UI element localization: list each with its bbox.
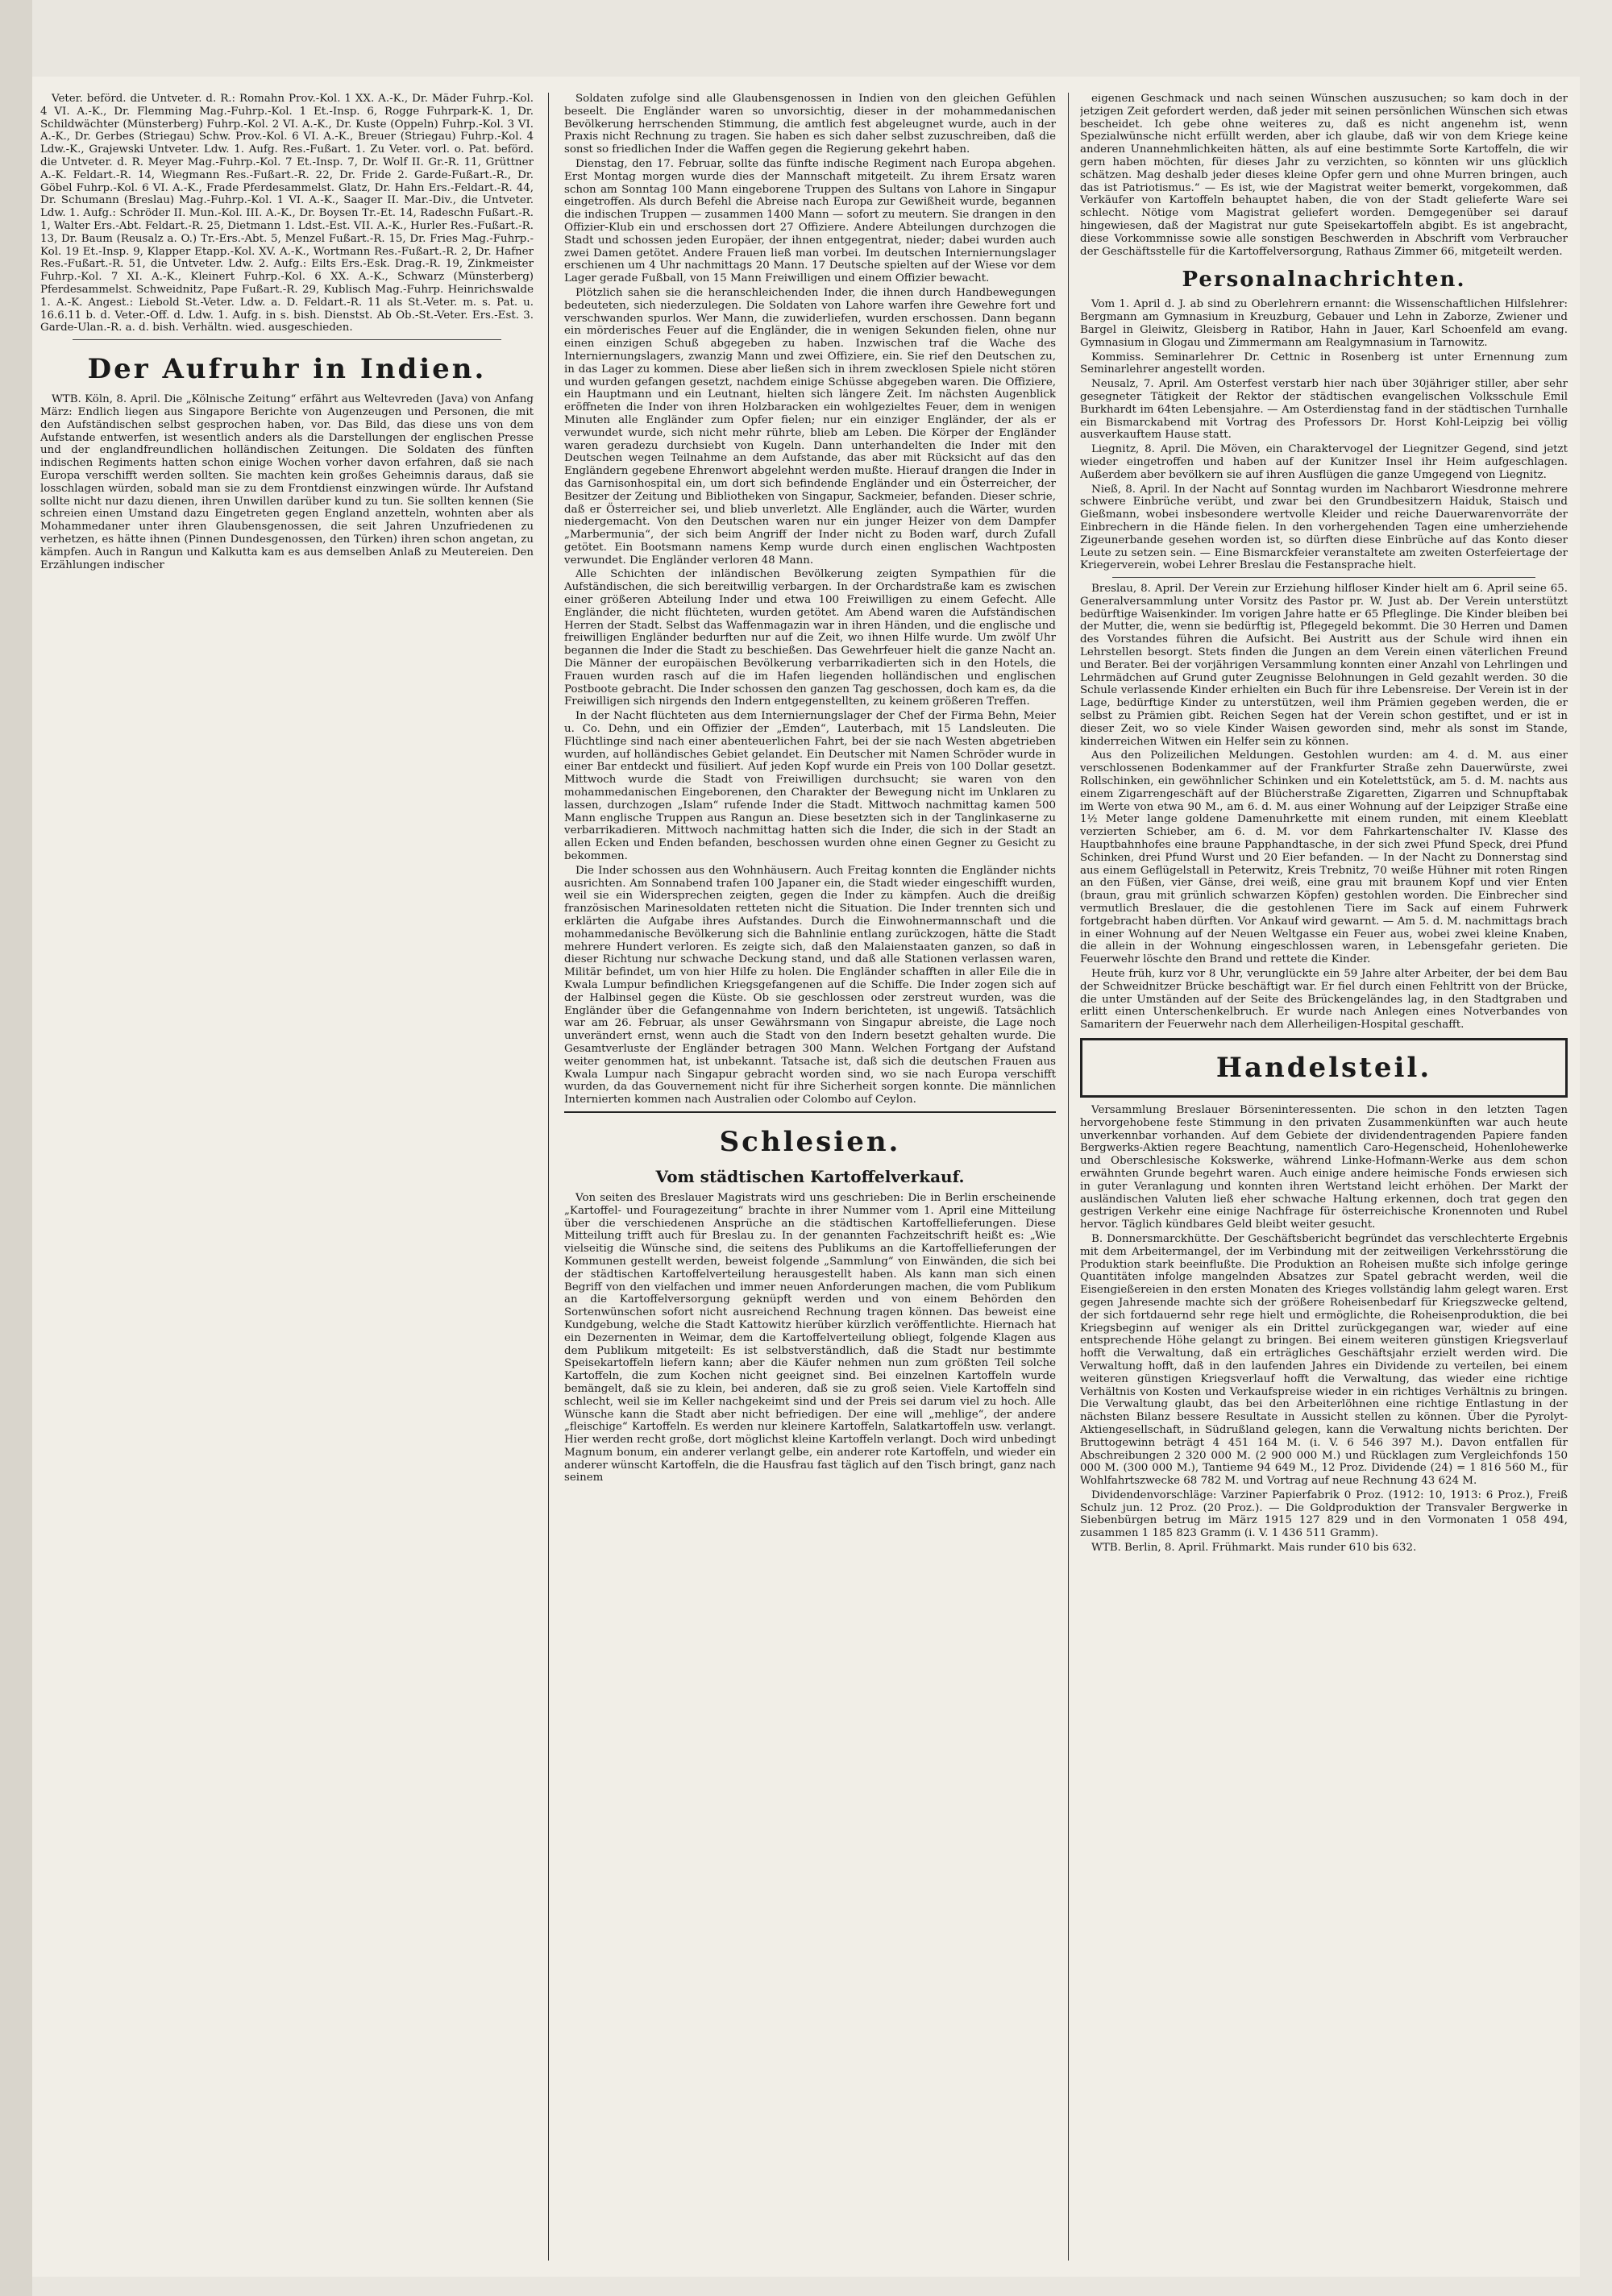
scan-edge [0,0,32,2296]
trade-paragraph: Dividendenvorschläge: Varziner Papierfabrik 0 Proz. (1912: 10, 1913: 6 Proz.), Freiß Schulz jun. 12 Proz. (20 Proz.). — Die Goldproduktion der Transvaler Bergwerke in Siebenbürgen betrug im März 1915 127 829 und in den Vormonaten 1 058 494, zusammen 1 185 823 Gramm (i. V. 1 436 511 Gramm). [1080,1488,1568,1540]
uprising-paragraph: Alle Schichten der inländischen Bevölkerung zeigten Sympathien für die Aufständischen, die sich bereitwillig verbargen. In der Orchardstraße kam es zwischen einer größeren Abteilung Inder und etwa 100 Freiwilligen zu einem Gefecht. Alle Engländer, die nicht flüchteten, wurden getötet. Am Abend waren die Aufständischen Herren der Stadt. Selbst das Waffenmagazin war in ihren Händen, und die englische und freiwilligen Engländer bedurften nur auf die Zeit, wo ihnen Hilfe wurde. Um zwölf Uhr begannen die Inder die Stadt zu beschießen. Das Gewehrfeuer hielt die ganze Nacht an. Die Männer der europäischen Bevölkerung verbarrikadierten sich in den Hotels, die Frauen wurden rasch auf die im Hafen liegenden holländischen und englischen Postboote gebracht. Die Inder schossen den ganzen Tag geschossen, doch kam es, da die Freiwilligen sich nirgends den Indern entgegenstellten, zu keinem größeren Treffen. [564,568,1056,708]
personal-paragraph: Vom 1. April d. J. ab sind zu Oberlehrern ernannt: die Wissenschaftlichen Hilfslehrer: Bergmann am Gymnasium in Kreuzburg, Gebauer und Lehn in Zaborze, Zwiener und Bargel in Gleiwitz, Gleisberg in Ratibor, Hahn in Jauer, Karl Schoenfeld am evang. Gymnasium in Glogau und Zimmermann am Realgymnasium in Tarnowitz. [1080,298,1568,349]
uprising-paragraph: Plötzlich sahen sie die heranschleichenden Inder, die ihnen durch Handbewegungen bedeuteten, sich niederzulegen. Die Soldaten von Lahore warfen ihre Gewehre fort und verschwanden spurlos. Wer Mann, die zuwiderliefen, wurden erschossen. Dann begann ein mörderisches Feuer auf die Engländer, die in wenigen Sekunden fielen, ohne nur einen einzigen Schuß abgegeben zu haben. Inzwischen traf die Wache des Interniernungslagers, zwanzig Mann und zwei Offiziere, ein. Sie rief den Deutschen zu, in das Lager zu kommen. Diese aber ließen sich in ihrem zwecklosen Spiele nicht stören und wurden gefangen gesetzt, nachdem einige Schüsse abgegeben waren. Die Offiziere, ein Hauptmann und ein Leutnant, hielten sich längere Zeit. Im nächsten Augenblick eröffneten die Inder von ihren Holzbaracken ein wohlgezieltes Feuer, dem in wenigen Minuten alle Engländer zum Opfer fielen; nur ein einziger Engländer, der als er verwundet wurde, sich nicht mehr rührte, blieb am Leben. Die Körper der Engländer waren geradezu durchsiebt von Kugeln. Dann unterhandelten die Inder mit den Deutschen wegen Teilnahme an dem Aufstande, das aber mit Rücksicht auf das den Engländern gegebene Ehrenwort abgelehnt werden mußte. Hierauf drangen die Inder in das Garnisonhospital ein, um dort sich befindende Engländer und ein Österreicher, der Besitzer der Zeitung und Bibliotheken von Singapur, Sackmeier, befanden. Dieser schrie, daß er Österreicher sei, und blieb unverletzt. Alle Engländer, auch die Wärter, wurden niedergemacht. Von den Deutschen waren nur ein junger Heizer von dem Dampfer „Marbermunia“, der sich beim Angriff der Inder nicht zu Boden warf, durch Zufall getötet. Ein Bootsmann namens Kemp wurde durch einen englischen Wachtposten verwundet. Die Engländer verloren 48 Mann. [564,286,1056,567]
personal-paragraph: Nieß, 8. April. In der Nacht auf Sonntag wurden im Nachbarort Wiesdronne mehrere schwere Einbrüche verübt, und zwar bei den Grundbesitzern Haiduk, Staisch und Gießmann, wobei insbesondere wertvolle Kleider und reiche Dauerwarenvorräte der Einbrechern in die Hände fielen. In den vorhergehenden Tagen eine umherziehende Zigeunerbande gesehen worden ist, so dürften diese Einbrüche auf das Konto dieser Leute zu setzen sein. — Eine Bismarckfeier veranstaltete am zweiten Osterfeiertage der Kriegerverein, wobei Lehrer Breslau die Festansprache hielt. [1080,483,1568,572]
column-right [1080,93,1568,2269]
column-middle [564,93,1056,2269]
uprising-paragraph: Dienstag, den 17. Februar, sollte das fünfte indische Regiment nach Europa abgehen. Erst Montag morgen wurde dies der Mannschaft mitgeteilt. Zu ihrem Ersatz waren schon am Sonntag 100 Mann eingeborene Truppen des Sultans von Lahore in Singapur eingetroffen. Als durch Befehl die Abreise nach Europa zur Gewißheit wurde, begannen die indischen Truppen — zusammen 1400 Mann — sofort zu meutern. Sie drangen in den Offizier-Klub ein und erschossen dort 27 Offiziere. Andere Abteilungen durchzogen die Stadt und schossen jeden Europäer, der ihnen entgegentrat, nieder; dabei wurden auch zwei Damen getötet. Andere Frauen ließ man vorbei. Im deutschen Interniernungslager erschienen um 4 Uhr nachmittags 20 Mann. 17 Deutsche spielten auf der Wiese vor dem Lager gerade Fußball, von 15 Mann Freiwilligen und einem Offizier bewacht. [564,157,1056,285]
section-divider [1112,577,1535,578]
uprising-paragraph: Die Inder schossen aus den Wohnhäusern. Auch Freitag konnten die Engländer nichts ausrichten. Am Sonnabend trafen 100 Japaner ein, die Stadt wieder eingeschifft wurden, weil sie ein Widersprechen zeigten, gegen die Inder zu kämpfen. Auch die dreißig französischen Marinesoldaten retteten nicht die Situation. Die Inder trennten sich und erklärten die Aufgabe ihres Aufstandes. Durch die Einwohnermannschaft und die mohammedanische Bevölkerung sich die Bahnlinie entlang zurückzogen, hätte die Stadt mehrere Hundert verloren. Es zeigte sich, daß den Malaienstaaten ganzen, so daß in dieser Richtung nur schwache Deckung stand, und daß alle Stationen verlassen waren, Militär befindet, um von hier Hilfe zu holen. Die Engländer schafften in aller Eile die in Kwala Lumpur befindlichen Kriegsgefangenen auf die Schiffe. Die Inder zogen sich auf der Halbinsel gegen die Küste. Ob sie geschlossen oder zerstreut wurden, was die Engländer über die Gefangennahme von Indern berichteten, ist ungewiß. Tatsächlich war am 26. Februar, als unser Gewährsmann von Singapur abreiste, die Lage noch unverändert ernst, wenn auch die Stadt von den Indern besetzt gehalten wurde. Die Gesamtverluste der Engländer betragen 300 Mann. Welchen Fortgang der Aufstand weiter genommen hat, ist unbekannt. Tatsache ist, daß sich die deutschen Frauen aus Kwala Lumpur nach Singapur gebracht worden sind, wo sie nach Europa verschifft wurden, da das Gouvernement nicht für ihre Sicherheit sorgen konnte. Die männlichen Internierten kommen nach Australien oder Colombo auf Ceylon. [564,864,1056,1106]
heading-trade: Handelsteil. [1215,1051,1432,1084]
uprising-paragraph: WTB. Köln, 8. April. Die „Kölnische Zeitung“ erfährt aus Weltevreden (Java) von Anfang März: Endlich liegen aus Singapore Berichte von Augenzeugen und Personen, die mit den Aufständischen selbst gesprochen haben, vor. Das Bild, das diese uns von dem Aufstande entwerfen, ist wesentlich anders als die Darstellungen der englischen Presse und der englandfreundlichen holländischen Zeitungen. Die Soldaten des fünften indischen Regiments hatten schon einige Wochen vorher davon erfahren, daß sie nach Europa verschifft werden sollten. Sie machten kein großes Geheimnis daraus, daß sie losschlagen würden, sobald man sie zu dem Frontdienst einzwingen würde. Ihr Aufstand sollte nicht nur dazu dienen, ihren Unwillen darüber kund zu tun. Sie sollten kennen (Sie schreien einen Umstand dazu Eingetreten gegen England anzetteln, wohnten aber als Mohammedaner unter ihren Glaubensgenossen, die seit Jahren Unzufriedenen zu verhetzen, es hätte ihnen (Pinnen Dundesgenossen, den Türken) ihren schon angetan, zu kämpfen. Auch in Rangun und Kalkutta kam es aus demselben Anlaß zu Meutereien. Den Erzählungen indischer [40,393,534,571]
subheading-potato-sale: Vom städtischen Kartoffelverkauf. [655,1166,965,1186]
uprising-paragraph: In der Nacht flüchteten aus dem Interniernungslager der Chef der Firma Behn, Meier u. Co. Dehn, und ein Offizier der „Emden“, Lauterbach, mit 15 Landsleuten. Die Flüchtlinge sind nach einer abenteuerlichen Fahrt, bei der sie nach Westen abgetrieben wurden, auf holländisches Gebiet gelandet. Ein Deutscher mit Namen Schröder wurde in einer Bar entdeckt und füsiliert. Auf jeden Kopf wurde ein Preis von 100 Dollar gesetzt. Mittwoch wurde die Stadt von Freiwilligen durchsucht; sie waren von den mohammedanischen Eingeborenen, den Charakter der Bewegung nicht im Unklaren zu lassen, durchzogen „Islam“ rufende Inder die Stadt. Mittwoch nachmittag kamen 500 Mann englische Truppen aus Rangun an. Diese besetzten sich in der Tanglinkaserne zu verbarrikadieren. Mittwoch nachmittag hatten sich die Inder, die sich in der Stadt an allen Ecken und Enden befanden, beschossen wurden ohne einen Gegner zu Gesicht zu bekommen. [564,710,1056,863]
personal-paragraph: Kommiss. Seminarlehrer Dr. Cettnic in Rosenberg ist unter Ernennung zum Seminarlehrer angestellt worden. [1080,351,1568,376]
section-divider [564,1111,1056,1113]
heading-silesia: Schlesien. [719,1125,901,1158]
potato-continuation-paragraph: eigenen Geschmack und nach seinen Wünschen auszusuchen; so kam doch in der jetzigen Zeit gefordert werden, daß jeder mit seinen persönlichen Wünschen sich etwas bescheidet. Ich gebe ohne weiteres zu, daß es nicht angenehm ist, wenn Spezialwünsche nicht erfüllt werden, aber ich glaube, daß wir von dem Kriege keine anderen Unannehmlichkeiten hätten, als auf eine bestimmte Sorte Kartoffeln, die wir gern haben möchten, für dieses Jahr zu verzichten, so könnten wir uns glücklich schätzen. Mag deshalb jeder dieses kleine Opfer gern und ohne Murren bringen, auch das ist Patriotismus.“ — Es ist, wie der Magistrat weiter bemerkt, vorgekommen, daß Verkäufer von Kartoffeln behauptet haben, die von der Stadt gelieferte Ware sei schlecht. Nötige vom Magistrat geliefert worden. Demgegenüber sei darauf hingewiesen, daß der Magistrat nur gute Speisekartoffeln abgibt. Es ist angebracht, diese Vorkommnisse sowie alle sonstigen Beschwerden in Abschrift vom Verbraucher der Geschäftsstelle für die Kartoffelversorgung, Rathaus Zimmer 66, mitgeteilt werden. [1080,93,1568,258]
heading-personal-news: Personalnachrichten. [1182,268,1466,293]
heading-uprising: Der Aufruhr in Indien. [87,353,487,386]
local-news-paragraph: Aus den Polizeilichen Meldungen. Gestohlen wurden: am 4. d. M. aus einer verschlossenen Bodenkammer auf der Frankfurter Straße zehn Dauerwürste, zwei Rollschinken, ein gewöhnlicher Schinken und ein Kotelettstück, am 5. d. M. nachts aus einem Zigarrengeschäft auf der Blücherstraße Zigaretten, Zigarren und Schnupftabak im Werte von etwa 90 M., am 6. d. M. aus einer Wohnung auf der Leipziger Straße eine 1½ Meter lange goldene Damenuhrkette mit einem runden, mit einem Kleeblatt verzierten Schieber, am 6. d. M. vor dem Fahrkartenschalter IV. Klasse des Hauptbahnhofes eine braune Papphandtasche, in der sich zwei Pfund Speck, drei Pfund Schinken, drei Pfund Wurst und 20 Eier befanden. — In der Nacht zu Donnerstag sind aus einem Geflügelstall in Peterwitz, Kreis Trebnitz, 70 weiße Hühner mit roten Ringen an den Füßen, vier Gänse, drei weiß, eine grau mit braunem Kopf und vier Enten (braun, grau mit grünlich schwarzen Köpfen) gestohlen worden. Die Einbrecher sind vermutlich Breslauer, die die gestohlenen Tiere im Sack auf einem Fuhrwerk fortgebracht haben dürften. Vor Ankauf wird gewarnt. — Am 5. d. M. nachmittags brach in einer Wohnung auf der Neuen Weltgasse ein Feuer aus, wobei zwei kleine Knaben, die allein in der Wohnung eingeschlossen waren, in Lebensgefahr gerieten. Die Feuerwehr löschte den Brand und rettete die Kinder. [1080,749,1568,966]
uprising-paragraph: Soldaten zufolge sind alle Glaubensgenossen in Indien von den gleichen Gefühlen beseelt. Die Engländer waren so unvorsichtig, dieser in der mohammedanischen Bevölkerung herrschenden Stimmung, die amtlich fest abgeleugnet wurde, auch in der Praxis nicht Rechnung zu tragen. Sie haben es sich daher selbst zuzuschreiben, daß die sonst so friedlichen Inder die Waffen gegen die Regierung gekehrt haben. [564,93,1056,156]
column-rule [1068,93,1069,2261]
trade-paragraph: WTB. Berlin, 8. April. Frühmarkt. Mais runder 610 bis 632. [1091,1542,1417,1555]
trade-paragraph: Versammlung Breslauer Börseninteressenten. Die schon in den letzten Tagen hervorgehobene feste Stimmung in den privaten Zusammenkünften war auch heute unverkennbar vorhanden. Auf dem Gebiete der dividendentragenden Papiere fanden Bergwerks-Aktien regere Beachtung, namentlich Caro-Hegenscheid, Hohenlohewerke und Oberschlesische Kokswerke, während Linke-Hofmann-Werke aus dem schon erwähnten Grunde begehrt waren. Auch einige andere heimische Fonds erwiesen sich in guter Veranlagung und konnten ihren Wertstand leicht erhöhen. Der Markt der ausländischen Valuten ließ eher schwache Haltung erkennen, doch trat gegen den gestrigen Verkehr eine einige Nachfrage für österreichische Kronennoten und Rubel hervor. Täglich kündbares Geld bleibt weiter gesucht. [1080,1103,1568,1231]
personal-paragraph: Liegnitz, 8. April. Die Möven, ein Charaktervogel der Liegnitzer Gegend, sind jetzt wieder eingetroffen und haben auf der Kunitzer Insel ihr Heim aufgeschlagen. Außerdem aber bevölkern sie auf ihren Ausflügen die ganze Umgegend von Liegnitz. [1080,443,1568,481]
military-list-paragraph: Veter. beförd. die Untveter. d. R.: Romahn Prov.-Kol. 1 XX. A.-K., Dr. Mäder Fuhrp.-Kol. 4 VI. A.-K., Dr. Flemming Mag.-Fuhrp.-Kol. 1 Et.-Insp. 6, Rogge Fuhrpark-K. 1, Dr. Schildwächter (Münsterberg) Fuhrp.-Kol. 2 VI. A.-K., Dr. Kuste (Oppeln) Fuhrp.-Kol. 3 VI. A.-K., Dr. Gerbes (Striegau) Schw. Prov.-Kol. 6 VI. A.-K., Breuer (Striegau) Fuhrp.-Kol. 4 Ldw.-K., Grajewski Untveter. Ldw. 1. Aufg. Res.-Fußart. 1. Zu Veter. vorl. o. Pat. beförd. die Untveter. d. R. Meyer Mag.-Fuhrp.-Kol. 7 Et.-Insp. 7, Dr. Wolf II. Gr.-R. 11, Grüttner A.-K. Feldart.-R. 14, Wiegmann Res.-Fußart.-R. 22, Dr. Fride 2. Garde-Fußart.-R., Dr. Göbel Fuhrp.-Kol. 6 VI. A.-K., Frade Pferdesammelst. Glatz, Dr. Hahn Ers.-Feldart.-R. 44, Dr. Schumann (Breslau) Mag.-Fuhrp.-Kol. 1 VI. A.-K., Saager II. Mar.-Div., die Untveter. Ldw. 1. Aufg.: Schröder II. Mun.-Kol. III. A.-K., Dr. Boysen Tr.-Et. 14, Radeschn Fußart.-R. 1, Walter Ers.-Abt. Feldart.-R. 25, Dietmann 1. Ldst.-Est. VII. A.-K., Hurler Res.-Fußart.-R. 13, Dr. Baum (Reusalz a. O.) Tr.-Ers.-Abt. 5, Menzel Fußart.-R. 15, Dr. Fries Mag.-Fuhrp.-Kol. 19 Et.-Insp. 9, Klapper Etapp.-Kol. XV. A.-K., Wortmann Res.-Fußart.-R. 2, Dr. Hafner Res.-Fußart.-R. 51, die Untveter. Ldw. 2. Aufg.: Eilts Ers.-Esk. Drag.-R. 19, Zinkmeister Fuhrp.-Kol. 7 XI. A.-K., Kleinert Fuhrp.-Kol. 6 XX. A.-K., Schwarz (Münsterberg) Pferdesammelst. Schweidnitz, Pape Fußart.-R. 29, Kublisch Mag.-Fuhrp. Heinrichswalde 1. A.-K. Angest.: Liebold St.-Veter. Ldw. a. D. Feldart.-R. 11 als St.-Veter. m. s. Pat. u. 16.6.11 b. d. Veter.-Off. d. Ldw. 1. Aufg. in s. bish. Dienstst. Ab Ob.-St.-Veter. Ers.-Est. 3. Garde-Ulan.-R. a. d. bish. Verhältn. wied. ausgeschieden. [40,93,534,334]
newspaper-page [32,77,1580,2277]
trade-section-box [1080,1038,1568,1098]
column-left [40,93,534,2269]
trade-paragraph: B. Donnersmarckhütte. Der Geschäftsbericht begründet das verschlechterte Ergebnis mit dem Arbeitermangel, der im Verbindung mit der zeitweiligen Verkehrsstörung die Produktion stark beeinflußte. Die Produktion an Roheisen mußte sich infolge geringe Quantitäten infolge mangelnden Absatzes zur Spatel gebracht werden, weil die Eisengießereien in den ersten Monaten des Krieges vollständig lahm gelegt waren. Erst gegen Jahresende machte sich der größere Roheisenbedarf für Kriegszwecke geltend, der sich fortdauernd sehr rege hielt und ermöglichte, die Roheisenproduktion, die bei Kriegsbeginn auf weniger als ein Drittel zurückgegangen war, wieder auf eine entsprechende Höhe gelangt zu bringen. Bei einem weiteren günstigen Kriegsverlauf hofft die Verwaltung, daß ein erträgliches Geschäftsjahr erzielt werden wird. Die Verwaltung hofft, daß in den laufenden Jahres ein Dividende zu verteilen, bei einem weiteren günstigen Kriegsverlauf hofft die Verwaltung, das wieder eine richtige Verhältnis von Kosten und Verkaufspreise wieder in ein richtiges Verhältnis zu bringen. Die Verwaltung glaubt, das bei den Arbeiterlöhnen eine richtige Entlastung in der nächsten Bilanz bessere Resultate in Aussicht stellen zu können. Über die Pyrolyt-Aktiengesellschaft, in Südrußland gelegen, kann die Verwaltung nichts berichten. Der Bruttogewinn beträgt 4 451 164 M. (i. V. 6 546 397 M.). Davon entfallen für Abschreibungen 2 320 000 M. (2 900 000 M.) und Rücklagen zum Vergleichfonds 150 000 M. (300 000 M.), Tantieme 94 649 M., 12 Proz. Dividende (24) = 1 816 560 M., für Wohlfahrtszwecke 68 782 M. und Vortrag auf neue Rechnung 43 624 M. [1080,1232,1568,1488]
section-divider [73,339,501,340]
local-news-paragraph: Heute früh, kurz vor 8 Uhr, verunglückte ein 59 Jahre alter Arbeiter, der bei dem Bau der Schweidnitzer Brücke beschäftigt war. Er fiel durch einen Fehltritt von der Brücke, die unter Umständen auf der Seite des Brückengeländes lag, in den Stadtgraben und erlitt einen Unterschenkelbruch. Er wurde nach Anlegen eines Notverbandes von Samaritern der Feuerwehr nach dem Allerheiligen-Hospital geschafft. [1080,968,1568,1032]
local-news-paragraph: Breslau, 8. April. Der Verein zur Erziehung hilfloser Kinder hielt am 6. April seine 65. Generalversammlung unter Vorsitz des Pastor pr. W. Just ab. Der Verein unterstützt bedürftige Waisenkinder. Im vorigen Jahre hatte er 65 Pfleglinge. Die Kinder bleiben bei der Mutter, die, wenn sie bedürftig ist, Pflegegeld bekommt. Die 30 Herren und Damen des Vorstandes führen die Aufsicht. Bei Austritt aus der Schule wird ihnen ein Lehrstellen besorgt. Stets finden die Jungen an dem Verein einen väterlichen Freund und Berater. Bei der vorjährigen Versammlung konnten einer Anzahl von Lehrlingen und Lehrmädchen auf Grund guter Zeugnisse Belohnungen in Geld gezahlt werden. 30 die Schule verlassende Kinder erhielten ein Buch für ihre Lebensreise. Der Verein ist in der Lage, bedürftige Kinder zu unterstützen, weil ihm Prämien gegeben werden, die er selbst zu Prämien gibt. Reichen Segen hat der Verein schon gestiftet, und er ist in dieser Zeit, wo so viele Kinder Waisen geworden sind, mehr als sonst im Stande, kinderreichen Witwen ein Helfer sein zu können. [1080,583,1568,748]
column-rule [548,93,549,2261]
personal-paragraph: Neusalz, 7. April. Am Osterfest verstarb hier nach über 30jähriger stiller, aber sehr gesegneter Tätigkeit der Rektor der städtischen evangelischen Volksschule Emil Burkhardt im 64ten Lebensjahre. — Am Osterdienstag fand in der städtischen Turnhalle ein Bismarckabend mit Vortrag des Professors Dr. Horst Kohl-Leipzig bei völlig ausverkauftem Hause statt. [1080,378,1568,442]
potato-paragraph: Von seiten des Breslauer Magistrats wird uns geschrieben: Die in Berlin erscheinende „Kartoffel- und Fouragezeitung“ brachte in ihrer Nummer vom 1. April eine Mitteilung über die verschiedenen Ansprüche an die städtischen Kartoffellieferungen. Diese Mitteilung trifft auch für Breslau zu. In der genannten Fachzeitschrift heißt es: „Wie vielseitig die Wünsche sind, die seitens des Publikums an die Kartoffellieferungen der Kommunen gestellt werden, beweist folgende „Sammlung“ von Einwänden, die sich bei der städtischen Kartoffelverteilung herausgestellt haben. Als kann man sich einen Begriff von den vielfachen und immer neuen Anforderungen machen, die vom Publikum an die Kartoffelversorgung geknüpft werden und von einem Behörden den Sortenwünschen sofort nicht ausreichend Rechnung tragen können. Das beweist eine Kundgebung, welche die Stadt Kattowitz hierüber kürzlich veröffentlichte. Hiernach hat ein Dezernenten in Weimar, dem die Kartoffelverteilung obliegt, folgende Klagen aus dem Publikum mitgeteilt: Es ist selbstverständlich, daß die Stadt nur bestimmte Speisekartoffeln liefern kann; aber die Käufer nehmen nun zum größten Teil solche Kartoffeln, die zum Kochen nicht geeignet sind. Bei einzelnen Kartoffeln wurde bemängelt, daß sie zu klein, bei anderen, daß sie zu groß seien. Viele Kartoffeln sind schlecht, weil sie im Keller nachgekeimt sind und der Preis sei darum viel zu hoch. Alle Wünsche kann die Stadt aber nicht befriedigen. Der eine will „mehlige“, der andere „fleischige“ Kartoffeln. Es werden nur kleinere Kartoffeln, Salatkartoffeln usw. verlangt. Hier werden recht große, dort möglichst kleine Kartoffeln verlangt. Doch wird unbedingt Magnum bonum, ein anderer verlangt gelbe, ein anderer rote Kartoffeln, und wieder ein anderer wünscht Kartoffeln, die die Hausfrau fast täglich auf den Tisch bringt, ganz nach seinem [564,1191,1056,1484]
